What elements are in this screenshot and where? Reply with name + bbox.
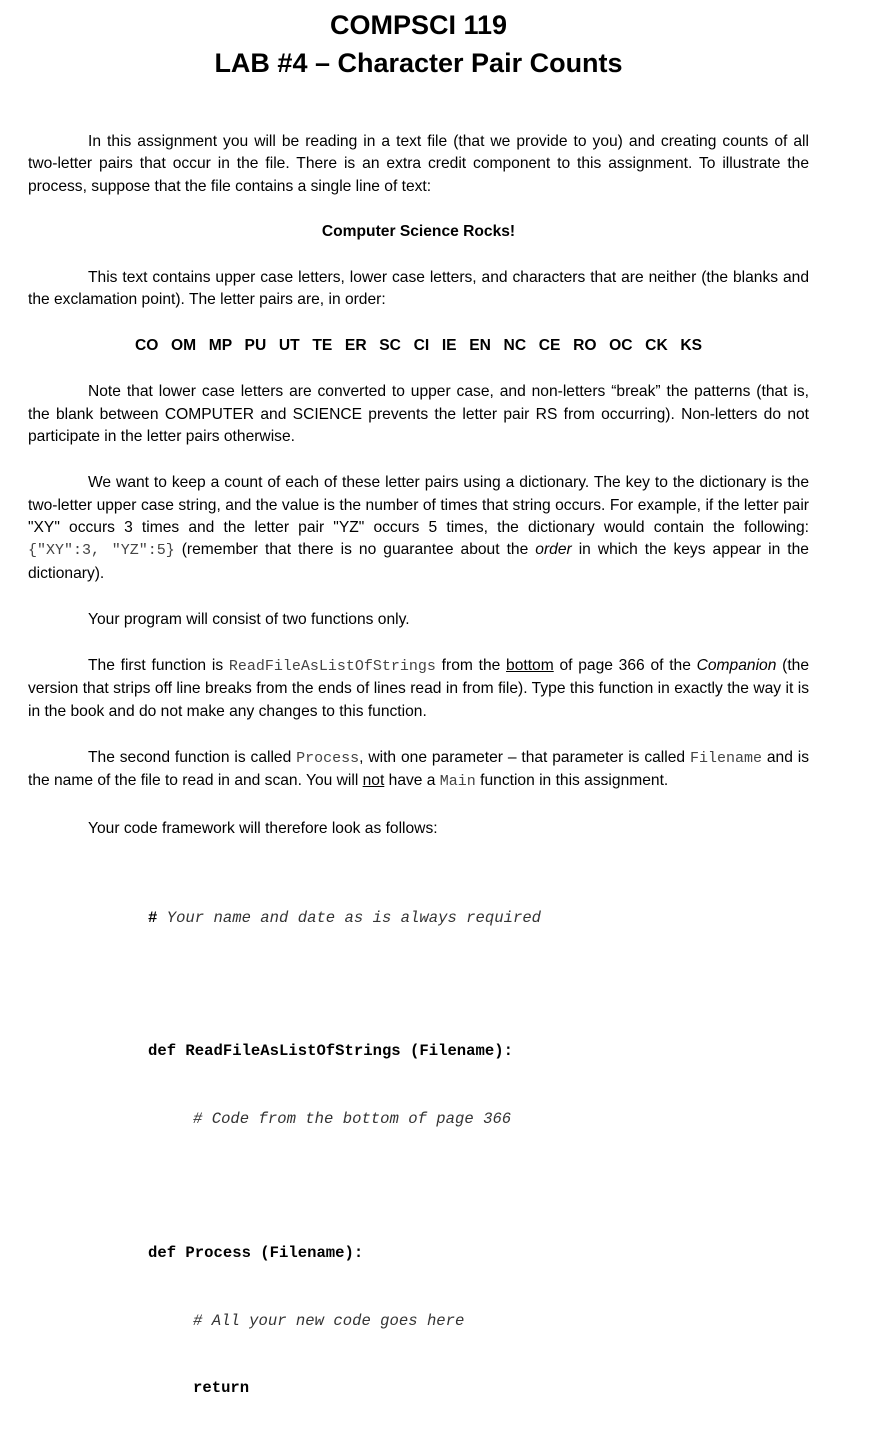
dict-italic-order: order (535, 541, 572, 559)
dict-text-after: in which the keys appear in the dictionary). (28, 541, 809, 582)
second-fn-mid2: and is the name of the file to read in and scan. You will (28, 749, 809, 790)
second-fn-underline-not: not (362, 772, 385, 790)
case-paragraph: Note that lower case letters are converted to upper case, and non-letters “break” the patterns (that is, the blank between COMPUTER and SCIENCE prevents the letter pair RS from occurring). Non-letters do not participate in the letter pairs otherwise. (28, 383, 809, 446)
first-fn-mid2: of page 366 of the (553, 657, 697, 675)
dict-text-before: We want to keep a count of each of these letter pairs using a dictionary. The key to the dictionary is the two-letter upper case string, and the value is the number of times that string occurs. For example, if the letter pair "XY" occurs 3 times and the letter pair "YZ" occurs 5 times, the dictionary would contain the following: (28, 474, 809, 536)
second-fn-before: The second function is called (88, 749, 297, 767)
code-def-process: def Process (Filename): (148, 1244, 364, 1263)
letter-pairs-line (28, 335, 809, 357)
code-comment-line (148, 907, 809, 930)
dict-text-middle: (remember that there is no guarantee about the (174, 541, 536, 559)
first-function-paragraph (28, 655, 809, 723)
second-fn-after: function in this assignment. (475, 772, 669, 790)
example-line: Computer Science Rocks! (321, 222, 516, 240)
lab-title: LAB #4 – Character Pair Counts (214, 48, 623, 78)
framework-paragraph: Your code framework will therefore look as follows: (88, 819, 438, 837)
two-functions-paragraph: Your program will consist of two functions only. (88, 610, 410, 628)
document-page (28, 0, 809, 1445)
second-fn-name: Process (296, 750, 360, 768)
dictionary-paragraph (28, 472, 809, 584)
first-fn-after: (the version that strips off line breaks from the ends of lines read in from file). Type this function in exactly the way it is in the book and do not make any changes to this function. (28, 657, 810, 720)
code-hash: # (148, 908, 158, 927)
course-title: COMPSCI 119 (329, 10, 508, 40)
code-return: return (193, 1379, 250, 1398)
first-fn-companion: Companion (696, 657, 777, 675)
first-fn-name: ReadFileAsListOfStrings (228, 658, 436, 676)
code-comment-page: # Code from the bottom of page 366 (193, 1109, 512, 1128)
code-framework (28, 862, 809, 1445)
first-fn-mid1: from the (435, 657, 507, 675)
second-fn-param: Filename (689, 750, 762, 768)
code-comment-new: # All your new code goes here (193, 1311, 465, 1330)
letters-paragraph: This text contains upper case letters, lower case letters, and characters that are neither (the blanks and the exclamation point). The letter pairs are, in order: (28, 268, 809, 309)
letter-pairs-text: CO OM MP PU UT TE ER SC CI IE EN NC CE RO OC CK KS (134, 337, 703, 355)
code-comment-name: Your name and date as is always required (157, 908, 542, 927)
second-fn-mid1: , with one parameter – that parameter is called (359, 749, 690, 767)
code-def-readfile: def ReadFileAsListOfStrings (Filename): (148, 1042, 513, 1061)
first-fn-underline-bottom: bottom (506, 657, 554, 675)
second-fn-main: Main (439, 773, 476, 791)
intro-paragraph: In this assignment you will be reading in a text file (that we provide to you) and creating counts of all two-letter pairs that occur in the file. There is an extra credit component to this assignment. To illustrate the process, suppose that the file contains a single line of text: (28, 133, 809, 195)
second-function-paragraph (28, 747, 809, 794)
first-fn-before: The first function is (88, 657, 229, 675)
second-fn-mid3: have a (384, 772, 440, 790)
dict-example-code: {"XY":3, "YZ":5} (28, 542, 175, 560)
